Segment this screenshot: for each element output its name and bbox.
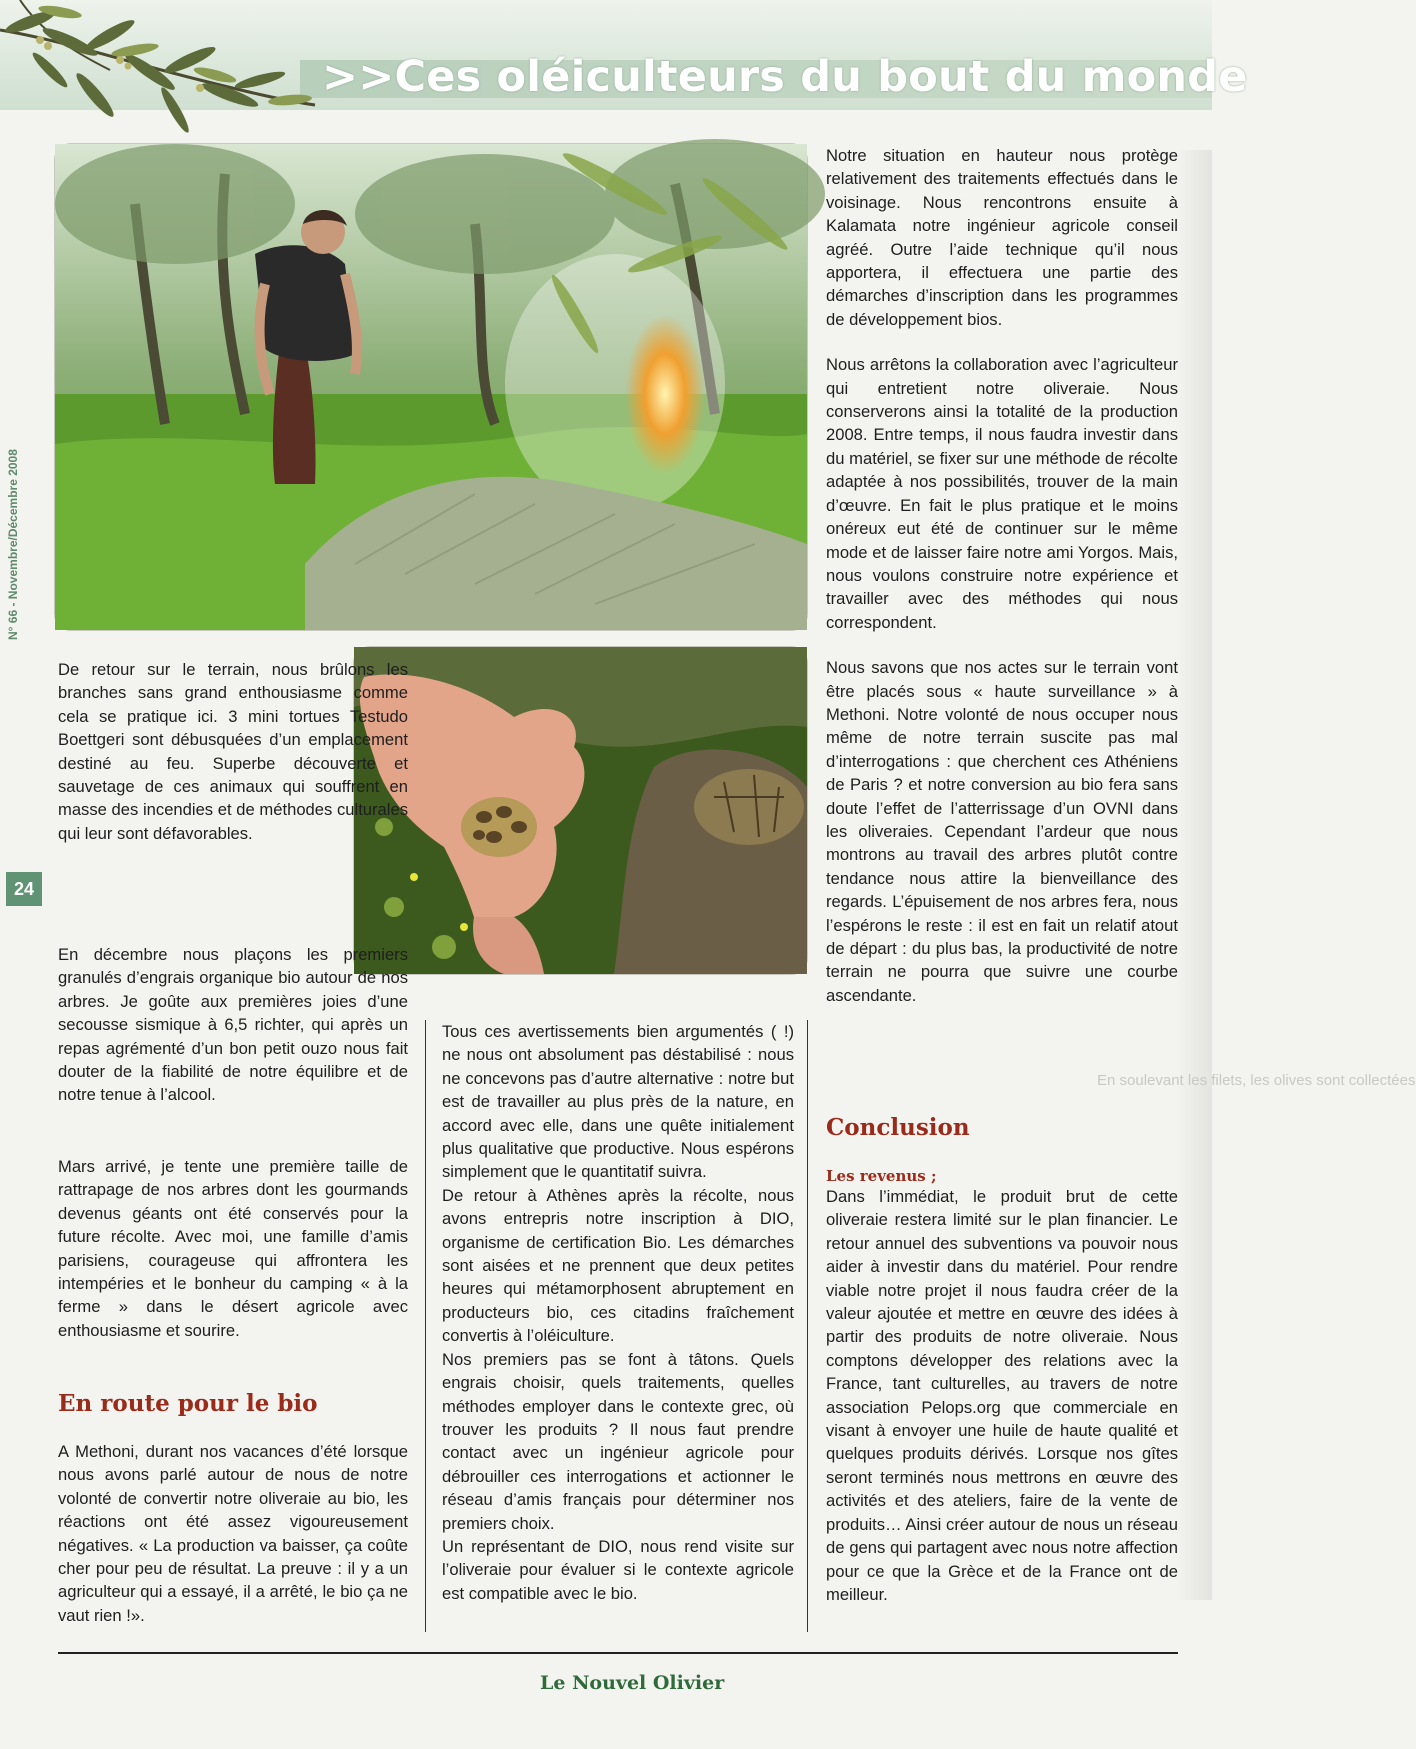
paragraph: De retour sur le terrain, nous brûlons les branches sans grand enthousiasme comme cela se pratique ici. 3 mini tortues Testudo Boettgeri sont débusquées d’un emplacement destiné au feu. Superbe découverte et sauvetage de ces animaux qui souffrent en masse des incendies et de méthodes culturales qui leur sont défavorables. <box>58 660 408 843</box>
right-column-top <box>826 144 1178 1007</box>
article-title: >>Ces oléiculteurs du bout du monde <box>322 52 1248 102</box>
paragraph: De retour à Athènes après la récolte, nous avons entrepris notre inscription à DIO, organisme de certification Bio. Les démarches sont aisées et ne prennent que deux petites heures qui métamorphosent abruptement en producteurs bio, ces citadins fraîchement convertis à l’oléiculture. <box>442 1185 794 1346</box>
photo-tortoise-in-hand <box>354 647 807 974</box>
magazine-logo: Le Nouvel Olivier <box>540 1672 725 1694</box>
paragraph: Notre situation en hauteur nous protège relativement des traitements effectués dans le voisinage. Nous rencontrons ensuite à Kalamata notre ingénieur agricole conseil agréé. Outre l’aide technique qu’il nous apportera, il effectuera une partie des démarches d’inscription dans les programmes de développement bios. <box>826 146 1178 329</box>
paragraph: Mars arrivé, je tente une première taille de rattrapage de nos arbres dont les gourmands devenus géants ont été conservés pour la future récolte. Avec moi, une famille d’amis parisiens, courageuse qui affrontera les intempéries et le bonheur du camping « à la ferme » dans le désert agricole avec enthousiasme et sourire. <box>58 1157 408 1340</box>
section-heading-bio: En route pour le bio <box>58 1390 318 1417</box>
right-column-bottom <box>826 1185 1178 1606</box>
left-column-block-2 <box>58 943 408 1107</box>
paragraph: En décembre nous plaçons les premiers granulés d’engrais organique bio autour de nos arbres. Je goûte aux premières joies d’une secousse sismique à 6,5 richter, qui après un repas agrémenté d’un bon petit ouzo nous fait douter de la fiabilité de notre équilibre et de notre tenue à l’alcool. <box>58 945 408 1105</box>
left-column-bottom <box>58 1440 408 1627</box>
paragraph: Tous ces avertissements bien argumentés ( !) ne nous ont absolument pas déstabilisé : nous ne concevons pas d’autre alternative : notre but est de travailler au plus près de la nature, en accord avec elle, dans une quête initialement plus qualitative que productive. Nous espérons simplement que le quantitatif suivra. <box>442 1022 794 1182</box>
left-column-block-3 <box>58 1155 408 1342</box>
left-column-top <box>58 658 408 845</box>
paragraph: Nous savons que nos actes sur le terrain vont être placés sous « haute surveillance » à Methoni. Notre volonté de nous occuper nous même de notre terrain suscite pas mal d’interrogations : que cherchent ces Athéniens de Paris ? et notre conversion au bio fera sans doute l’effet de l’atterrissage d’un OVNI dans les oliveraies. Cependant l’ardeur que nous montrons au travail des arbres plutôt contre tendance nous attire la bienveillance des regards. L’épuisement de nos arbres fera, nous l’espérons le reste : il est en fait un relatif atout de départ : du plus bas, la productivité de notre terrain ne pourra que suivre une courbe ascendante. <box>826 658 1178 1005</box>
olive-branch-illustration <box>0 0 320 140</box>
page-number: 24 <box>6 872 42 906</box>
photo-burning-branches <box>55 144 807 630</box>
footer-rule <box>58 1652 1178 1654</box>
middle-column <box>442 1020 794 1605</box>
subheading-revenus: Les revenus ; <box>826 1167 937 1185</box>
show-through-caption: En soulevant les filets, les olives sont collectées <box>1097 1072 1416 1089</box>
paragraph: Nos premiers pas se font à tâtons. Quels engrais choisir, quels traitements, quelles méthodes employer dans le contexte grec, où trouver les produits ? Il nous faut prendre contact avec un ingénieur agricole pour débrouiller ces interrogations et actionner le réseau d’amis français pour déterminer nos premiers choix. <box>442 1349 794 1533</box>
issue-info: N° 66 - Novembre/Décembre 2008 <box>6 449 20 640</box>
paragraph: A Methoni, durant nos vacances d’été lorsque nous avons parlé autour de nous de notre volonté de convertir notre oliveraie au bio, les réactions ont été assez vigoureusement négatives. « La production va baisser, ça coûte cher pour peu de résultat. La preuve : il y a un agriculteur qui a essayé, il a arrêté, le bio ça ne vaut rien !». <box>58 1442 408 1625</box>
section-heading-conclusion: Conclusion <box>826 1114 970 1141</box>
paragraph: Dans l’immédiat, le produit brut de cette oliveraie restera limité sur le plan financier. Le retour annuel des subventions va pouvoir nous aider à investir dans du matériel. Pour rendre viable notre projet il nous faudra créer de la valeur ajoutée et mettre en œuvre des idées à partir des produits de notre oliveraie. Nous comptons développer des relations avec la France, tant culturelles, au travers de notre association Pelops.org que commerciale en visant à envoyer une huile de haute qualité et quelques produits dérivés. Lorsque nos gîtes seront terminés nous mettrons en œuvre des activités et des ateliers, faire de la vente de produits… Ainsi créer autour de nous un réseau de gens qui partagent avec nous notre affection pour ce que la Grèce et de la France ont de meilleur. <box>826 1187 1178 1604</box>
page-edge-shading <box>1176 150 1212 1600</box>
paragraph: Nous arrêtons la collaboration avec l’agriculteur qui entretient notre oliveraie. Nous conserverons ainsi la totalité de la production 2008. Entre temps, il nous faudra investir dans du matériel, se fixer sur une méthode de récolte adaptée à nos possibilités, trouver de la main d’œuvre. En fait le plus pratique et le moins onéreux eut été de continuer sur le même mode et de laisser faire notre ami Yorgos. Mais, nous voulons construire notre expérience et travailler avec des méthodes qui nous correspondent. <box>826 355 1178 632</box>
paragraph: Un représentant de DIO, nous rend visite sur l’oliveraie pour évaluer si le contexte agricole est compatible avec le bio. <box>442 1536 794 1603</box>
column-divider <box>807 1020 808 1632</box>
column-divider <box>425 1020 426 1632</box>
